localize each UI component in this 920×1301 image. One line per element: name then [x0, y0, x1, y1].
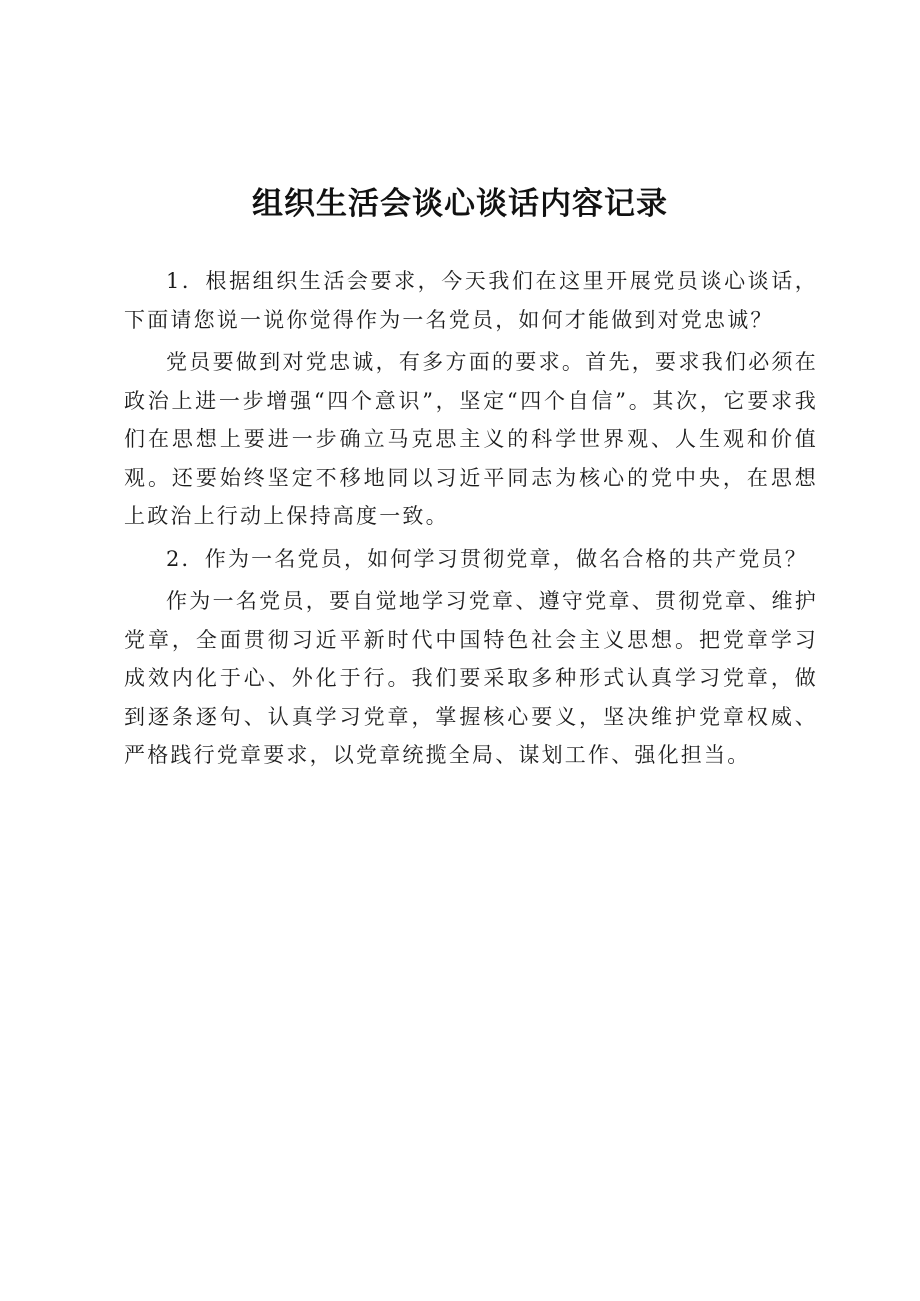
- question-1: 1．根据组织生活会要求，今天我们在这里开展党员谈心谈话，下面请您说一说你觉得作为一名党员，如何才能做到对党忠诚？: [124, 269, 818, 332]
- answer-1: 党员要做到对党忠诚，有多方面的要求。首先，要求我们必须在政治上进一步增强“四个意识”，坚定“四个自信”。其次，它要求我们在思想上要进一步确立马克思主义的科学世界观、人生观和价值观。还要始终坚定不移地同以习近平同志为核心的党中央，在思想上政治上行动上保持高度一致。: [124, 350, 818, 528]
- answer-2: 作为一名党员，要自觉地学习党章、遵守党章、贯彻党章、维护党章，全面贯彻习近平新时代中国特色社会主义思想。把党章学习成效内化于心、外化于行。我们要采取多种形式认真学习党章，做到逐条逐句、认真学习党章，掌握核心要义，坚决维护党章权威、严格践行党章要求，以党章统揽全局、谋划工作、强化担当。: [124, 589, 818, 767]
- question-2: 2．作为一名党员，如何学习贯彻党章，做名合格的共产党员？: [166, 546, 808, 571]
- document-body: [124, 262, 818, 779]
- document-title: 组织生活会谈心谈话内容记录: [252, 186, 668, 222]
